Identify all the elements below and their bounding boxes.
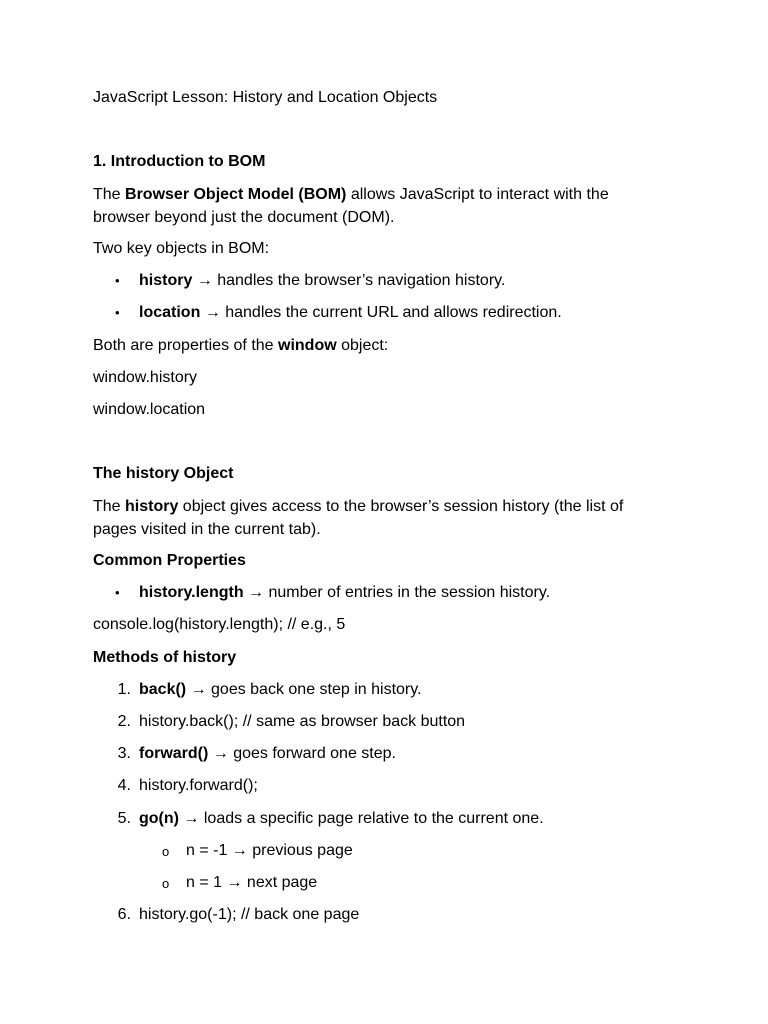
numbered-item: 6. history.go(-1); // back one page <box>117 906 360 923</box>
sub-list-item: o n = 1 → next page <box>93 872 653 894</box>
section-heading-intro: 1. Introduction to BOM <box>93 153 266 170</box>
circle-bullet-icon: o <box>162 876 170 891</box>
intro-paragraph: The Browser Object Model (BOM) allows JavaScript to interact with the browser beyond just the document (DOM). <box>93 186 609 226</box>
subheading-common-properties: Common Properties <box>93 552 246 569</box>
list-item: • history → handles the browser’s navigation history. <box>93 270 653 292</box>
numbered-item: 1. back() → goes back one step in history. <box>117 681 422 698</box>
circle-bullet-icon: o <box>162 844 170 859</box>
numbered-item: 2. history.back(); // same as browser back button <box>117 713 466 730</box>
section-heading-history: The history Object <box>93 465 234 482</box>
list-item: • location → handles the current URL and allows redirection. <box>93 302 653 324</box>
list-item: • history.length → number of entries in the session history. <box>93 582 653 604</box>
code-console-log: console.log(history.length); // e.g., 5 <box>93 616 346 633</box>
bullet-icon: • <box>115 273 120 288</box>
sub-list-item: o n = -1 → previous page <box>93 840 653 862</box>
bullet-icon: • <box>115 305 120 320</box>
numbered-item: 4. history.forward(); <box>117 777 258 794</box>
numbered-item: 3. forward() → goes forward one step. <box>117 745 396 762</box>
document-title: JavaScript Lesson: History and Location Objects <box>93 89 438 106</box>
two-key-text: Two key objects in BOM: <box>93 240 270 257</box>
bullet-icon: • <box>115 585 120 600</box>
numbered-item: 5. go(n) → loads a specific page relative to the current one. <box>117 810 544 827</box>
code-window-location: window.location <box>93 401 206 418</box>
code-window-history: window.history <box>93 369 198 386</box>
history-paragraph: The history object gives access to the browser’s session history (the list of pages visited in the current tab). <box>93 498 624 538</box>
subheading-methods: Methods of history <box>93 649 237 666</box>
both-properties-text: Both are properties of the window object: <box>93 337 389 354</box>
